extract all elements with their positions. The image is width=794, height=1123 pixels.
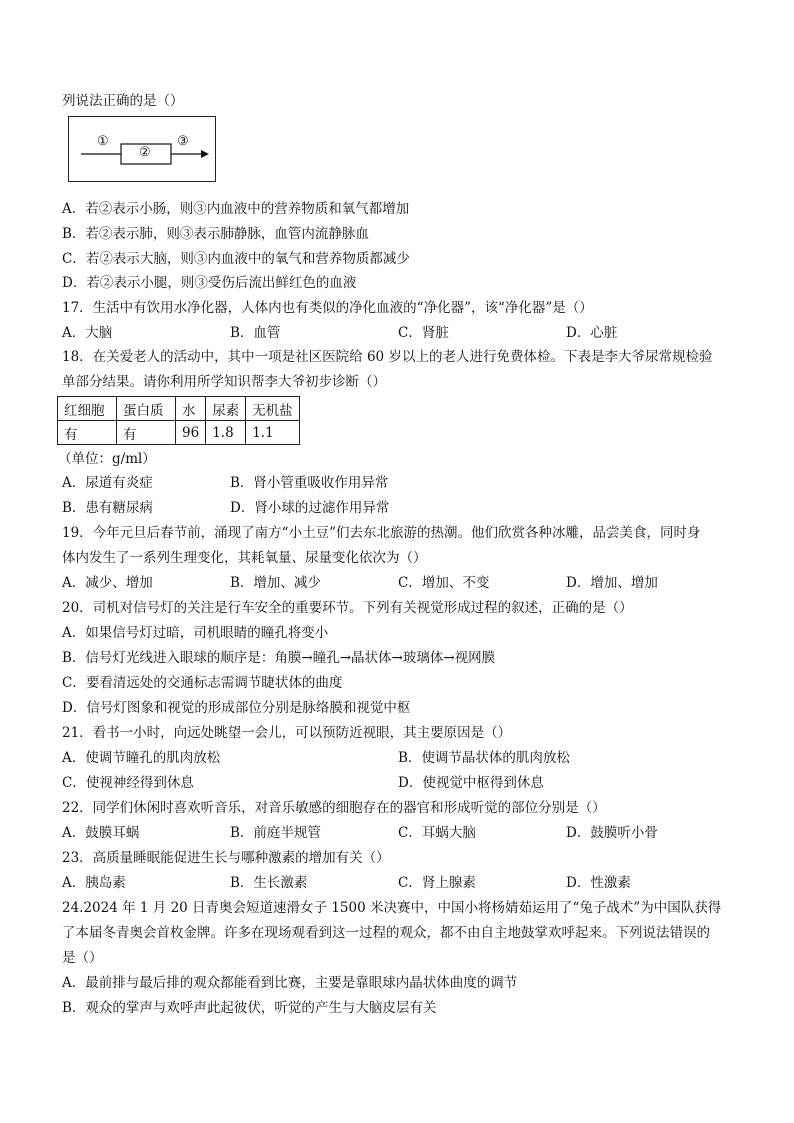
q22-option-a: A．鼓膜耳蜗	[62, 825, 140, 841]
table-header-cell: 尿素	[206, 397, 246, 421]
q20-option-d: D．信号灯图象和视觉的形成部位分别是脉络膜和视觉中枢	[62, 700, 411, 716]
q23-option-a: A．胰岛素	[62, 875, 126, 891]
table-cell: 96	[176, 421, 206, 445]
q20-stem: 20．司机对信号灯的关注是行车安全的重要环节。下列有关视觉形成过程的叙述，正确的是（）	[62, 600, 633, 616]
table-cell: 1.8	[206, 421, 246, 445]
q21-option-b: B．使调节晶状体的肌肉放松	[398, 750, 570, 766]
table-header-cell: 红细胞	[58, 397, 117, 421]
q22-option-c: C．耳蜗大脑	[398, 825, 476, 841]
q18-unit: （单位：g/ml）	[58, 451, 156, 467]
table-header-cell: 无机盐	[246, 397, 300, 421]
q24-stem-line1: 24.2024 年 1 月 20 日青奥会短道速滑女子 1500 米决赛中，中国小将杨婧茹运用了“兔子战术”为中国队获得	[62, 900, 722, 916]
q24-option-b: B．观众的掌声与欢呼声此起彼伏，听觉的产生与大脑皮层有关	[62, 1000, 437, 1016]
q18-option-c: B．患有糖尿病	[62, 500, 153, 516]
diagram-label-1: ①	[97, 134, 109, 149]
q23-option-d: D．性激素	[566, 875, 631, 891]
table-row	[58, 421, 300, 445]
q17-option-a: A．大脑	[62, 325, 113, 341]
q19-stem-line2: 体内发生了一系列生理变化，其耗氧量、尿量变化依次为（）	[62, 550, 427, 566]
q20-option-a: A．如果信号灯过暗，司机眼睛的瞳孔将变小	[62, 625, 329, 641]
q21-option-a: A．使调节瞳孔的肌肉放松	[62, 750, 221, 766]
q24-stem-line2: 了本届冬青奥会首枚金牌。许多在现场观看到这一过程的观众，都不由自主地鼓掌欢呼起来。下列说法错误的	[62, 925, 710, 941]
q17-option-c: C．肾脏	[398, 325, 449, 341]
q23-stem: 23．高质量睡眠能促进生长与哪种激素的增加有关（）	[62, 850, 390, 866]
table-cell: 1.1	[246, 421, 300, 445]
q16-option-d: D．若②表示小腿，则③受伤后流出鲜红色的血液	[62, 275, 357, 291]
q18-stem-line2: 单部分结果。请你利用所学知识帮李大爷初步诊断（）	[62, 374, 386, 390]
q21-option-c: C．使视神经得到休息	[62, 775, 194, 791]
q17-stem: 17．生活中有饮用水净化器，人体内也有类似的净化血液的“净化器”，该“净化器”是（）	[62, 300, 593, 316]
q16-stem: 列说法正确的是（）	[62, 93, 184, 109]
q24-option-a: A．最前排与最后排的观众都能看到比赛，主要是靠眼球内晶状体曲度的调节	[62, 975, 518, 991]
q23-option-c: C．肾上腺素	[398, 875, 476, 891]
q18-option-a: A．尿道有炎症	[62, 475, 153, 491]
urine-test-table	[57, 396, 300, 445]
q19-option-a: A．减少、增加	[62, 575, 153, 591]
q17-option-b: B．血管	[230, 325, 281, 341]
table-header-cell: 蛋白质	[117, 397, 176, 421]
q18-option-b: B．肾小管重吸收作用异常	[230, 475, 389, 491]
q16-option-c: C．若②表示大脑，则③内血液中的氧气和营养物质都减少	[62, 251, 410, 267]
table-header-cell: 水	[176, 397, 206, 421]
q16-option-a: A．若②表示小肠，则③内血液中的营养物质和氧气都增加	[62, 201, 410, 217]
flow-diagram	[68, 116, 216, 182]
q23-option-b: B．生长激素	[230, 875, 308, 891]
table-cell: 有	[58, 421, 117, 445]
q18-stem-line1: 18．在关爱老人的活动中，其中一项是社区医院给 60 岁以上的老人进行免费体检。下表是李大爷尿常规检验	[62, 349, 713, 365]
q18-option-d: D．肾小球的过滤作用异常	[230, 500, 390, 516]
q24-stem-line3: 是（）	[62, 950, 103, 966]
diagram-label-2: ②	[139, 145, 151, 160]
q22-stem: 22．同学们休闲时喜欢听音乐，对音乐敏感的细胞存在的器官和形成听觉的部位分别是（）	[62, 800, 606, 816]
table-header-row	[58, 397, 300, 421]
q21-option-d: D．使视觉中枢得到休息	[398, 775, 544, 791]
q19-option-c: C．增加、不变	[398, 575, 490, 591]
q17-option-d: D．心脏	[566, 325, 618, 341]
q19-stem-line1: 19．今年元旦后春节前，涌现了南方“小土豆”们去东北旅游的热潮。他们欣赏各种冰雕，品尝美食，同时身	[62, 525, 701, 541]
q22-option-d: D．鼓膜听小骨	[566, 825, 658, 841]
q21-stem: 21．看书一小时，向远处眺望一会儿，可以预防近视眼，其主要原因是（）	[62, 725, 512, 741]
diagram-label-3: ③	[177, 134, 189, 149]
q19-option-d: D．增加、增加	[566, 575, 658, 591]
q19-option-b: B．增加、减少	[230, 575, 321, 591]
q20-option-b: B．信号灯光线进入眼球的顺序是：角膜→瞳孔→晶状体→玻璃体→视网膜	[62, 650, 496, 666]
table-cell: 有	[117, 421, 176, 445]
q16-option-b: B．若②表示肺，则③表示肺静脉，血管内流静脉血	[62, 226, 369, 242]
q20-option-c: C．要看清远处的交通标志需调节睫状体的曲度	[62, 675, 343, 691]
q22-option-b: B．前庭半规管	[230, 825, 321, 841]
